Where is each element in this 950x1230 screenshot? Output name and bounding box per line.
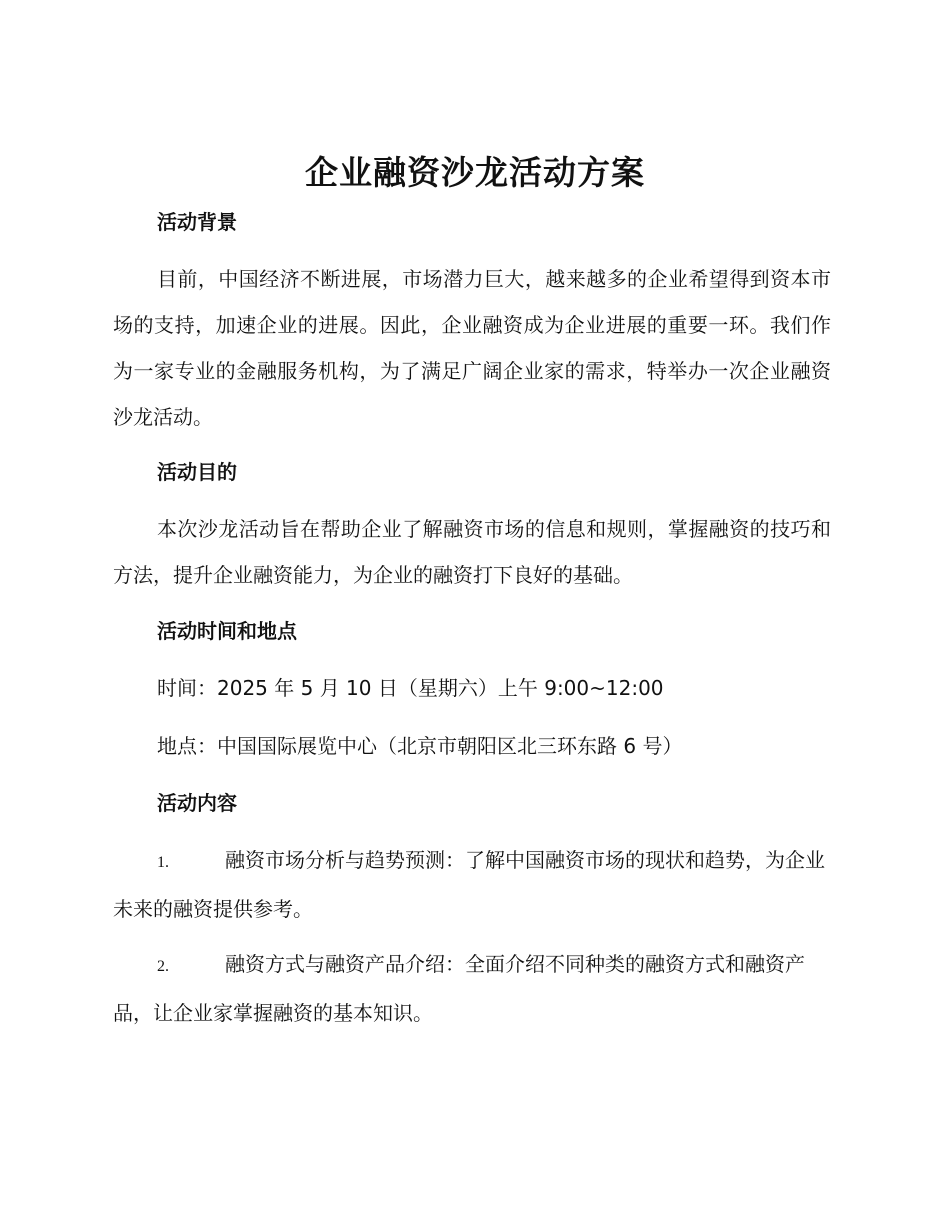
section-heading-content: 活动内容 (157, 791, 237, 815)
list-item-text: 融资市场分析与趋势预测：了解中国融资市场的现状和趋势，为企业未来的融资提供参考。 (113, 848, 825, 921)
purpose-paragraph: 本次沙龙活动旨在帮助企业了解融资市场的信息和规则，掌握融资的技巧和方法，提升企业融资能力，为企业的融资打下良好的基础。 (113, 517, 831, 587)
section-heading-time-place: 活动时间和地点 (157, 619, 297, 643)
event-place: 地点：中国国际展览中心（北京市朝阳区北三环东路 6 号） (157, 734, 683, 758)
section-heading-purpose: 活动目的 (157, 460, 237, 484)
list-item-number: 1. (157, 854, 169, 871)
list-item (113, 837, 831, 932)
background-paragraph: 目前，中国经济不断进展，市场潜力巨大，越来越多的企业希望得到资本市场的支持，加速企业的进展。因此，企业融资成为企业进展的重要一环。我们作为一家专业的金融服务机构，为了满足广阔企业家的需求，特举办一次企业融资沙龙活动。 (113, 267, 831, 429)
list-item-number: 2. (157, 958, 169, 975)
document-title: 企业融资沙龙活动方案 (305, 153, 645, 192)
list-item-text: 融资方式与融资产品介绍：全面介绍不同种类的融资方式和融资产品，让企业家掌握融资的基本知识。 (113, 952, 805, 1025)
list-item (113, 941, 831, 1036)
section-heading-background: 活动背景 (157, 210, 237, 234)
event-time: 时间：2025 年 5 月 10 日（星期六）上午 9:00~12:00 (157, 676, 664, 700)
